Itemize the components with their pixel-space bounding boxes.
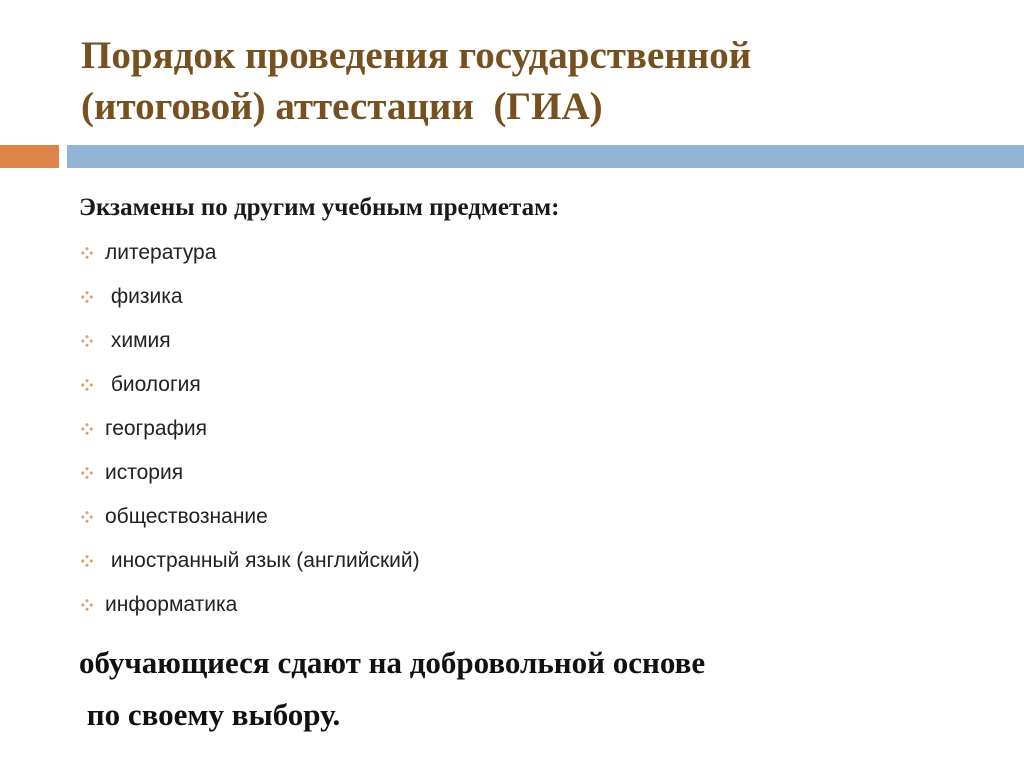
diamond-bullet-icon: [79, 291, 105, 303]
list-item: [79, 583, 1009, 627]
list-item: [79, 363, 1009, 407]
slide-title-line-2: (итоговой) аттестации (ГИА): [81, 85, 603, 128]
voluntary-note-line-2: по своему выбору.: [79, 697, 341, 732]
diamond-bullet-icon: [79, 511, 105, 523]
subject-list: [79, 231, 1009, 627]
list-item: [79, 319, 1009, 363]
list-item: [79, 495, 1009, 539]
subject-label: биология: [105, 373, 201, 396]
diamond-bullet-icon: [79, 467, 105, 479]
list-item: [79, 539, 1009, 583]
slide-content: [79, 188, 1009, 741]
title-divider-bar: [67, 145, 1024, 168]
subject-label: информатика: [105, 593, 238, 616]
list-item: [79, 231, 1009, 275]
list-item: [79, 275, 1009, 319]
voluntary-note-line-1: обучающиеся сдают на добровольной основе: [79, 645, 706, 680]
subject-label: иностранный язык (английский): [105, 549, 420, 572]
diamond-bullet-icon: [79, 423, 105, 435]
diamond-bullet-icon: [79, 335, 105, 347]
subject-label: литература: [105, 241, 217, 264]
subject-label: география: [105, 417, 207, 440]
slide-title: [81, 30, 1001, 132]
diamond-bullet-icon: [79, 599, 105, 611]
list-item: [79, 407, 1009, 451]
diamond-bullet-icon: [79, 555, 105, 567]
list-item: [79, 451, 1009, 495]
subject-label: история: [105, 461, 184, 484]
diamond-bullet-icon: [79, 247, 105, 259]
diamond-bullet-icon: [79, 379, 105, 391]
exams-heading: Экзамены по другим учебным предметам:: [79, 194, 560, 221]
subject-label: обществознание: [105, 505, 268, 528]
slide-title-line-1: Порядок проведения государственной: [81, 34, 752, 77]
voluntary-note: [79, 637, 1009, 741]
accent-divider-bar: [0, 145, 59, 168]
subject-label: химия: [105, 329, 171, 352]
subject-label: физика: [105, 285, 183, 308]
